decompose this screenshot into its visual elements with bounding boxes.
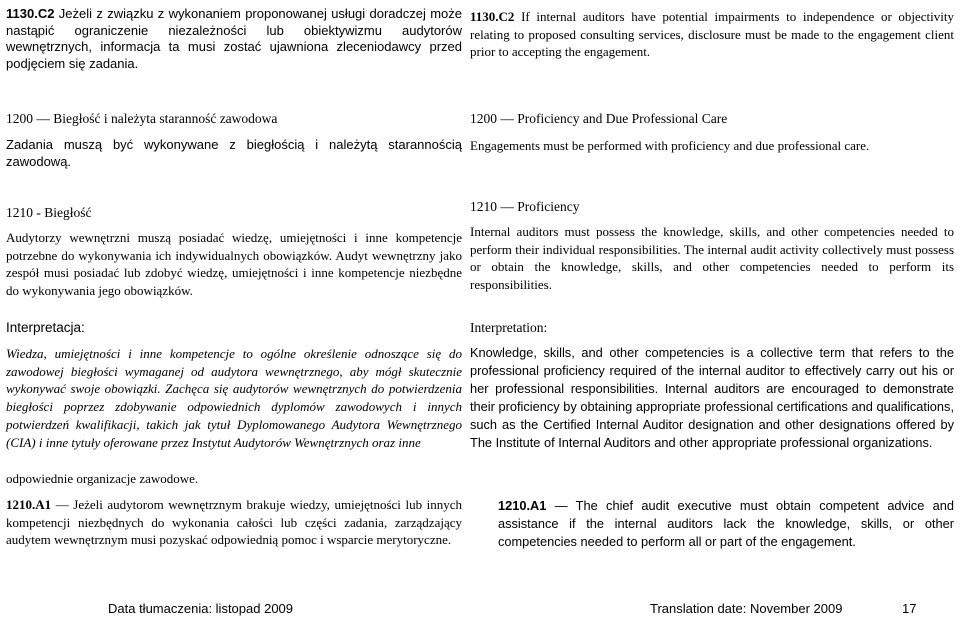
en-interpretation-text: Knowledge, skills, and other competencies is a collective term that refers to the professional proficiency required of the internal auditor to effectively carry out his or her professional responsibilities. Internal auditors are encouraged to demonstrate their proficiency by obtaining appropriate professional certifications and qualifications, such as the Certified Internal Auditor designation and other designations offered by The Institute of Internal Auditors and other appropriate professional organizations. xyxy=(470,345,954,450)
en-interpretation-label: Interpretation: xyxy=(470,320,548,335)
pl-1210-text: Audytorzy wewnętrzni muszą posiadać wiedzę, umiejętności i inne kompetencje potrzebne do wykonywania ich indywidualnych obowiązków. Audyt wewnętrzny jako zespół musi posiadać lub zdobyć wiedzę, umiejętności i inne kompetencje niezbędne do wykonywania jego obowiązków. xyxy=(6,230,462,298)
en-1210-text: Internal auditors must possess the knowledge, skills, and other competencies needed to perform their individual responsibilities. The internal audit activity collectively must possess or obtain the knowledge, skills, and other competencies needed to perform its responsibilities. xyxy=(470,224,954,292)
pl-1210-heading: 1210 - Biegłość xyxy=(6,205,92,220)
pl-1210-a1 xyxy=(6,496,462,549)
en-1200-text: Engagements must be performed with proficiency and due professional care. xyxy=(470,138,870,153)
en-1210-a1-number: 1210.A1 xyxy=(498,498,547,513)
page-number: 17 xyxy=(902,601,917,616)
pl-1130-c2-number: 1130.C2 xyxy=(6,6,55,21)
en-1200-heading: 1200 — Proficiency and Due Professional Care xyxy=(470,111,728,126)
pl-interpretation-tail: odpowiednie organizacje zawodowe. xyxy=(6,471,199,486)
pl-1130-c2-text: Jeżeli z związku z wykonaniem proponowanej usługi doradczej może nastąpić ograniczenie niezależności lub obiektywizmu audytorów wewnętrznych, informacja ta musi zostać ujawniona zleceniodawcy przed podjęciem się zadania. xyxy=(6,6,462,71)
footer-translation-date-en: Translation date: November 2009 xyxy=(650,601,843,616)
pl-interpretation-text: Wiedza, umiejętności i inne kompetencje to ogólne określenie odnoszące się do zawodowej biegłości wymaganej od audytora wewnętrznego, aby mógł skutecznie wykonywać swoje obowiązki. Zachęca się audytorów wewnętrznych do potwierdzenia biegłości poprzez zdobywanie odpowiednich dyplomów zawodowych i innych potwierdzeń kwalifikacji, takich jak tytuł Dyplomowanego Audytora Wewnętrznego (CIA) i inne tytuły oferowane przez Instytut Audytorów Wewnętrznych oraz inne xyxy=(6,346,462,450)
pl-1130-c2 xyxy=(6,6,462,72)
pl-interpretation-label: Interpretacja: xyxy=(6,320,85,335)
en-1130-c2-number: 1130.C2 xyxy=(470,9,515,24)
en-1210-a1 xyxy=(470,497,954,551)
en-1210-a1-text: — The chief audit executive must obtain competent advice and assistance if the internal auditors lack the knowledge, skills, or other competencies needed to perform all or part of the engagement. xyxy=(498,498,955,549)
pl-1210-a1-text: — Jeżeli audytorom wewnętrznym brakuje wiedzy, umiejętności lub innych kompetencji niezbędnych do wykonania całości lub części zadania, zarządzający audytem wewnętrznym musi pozyskać odpowiednią pomoc i wsparcie merytoryczne. xyxy=(6,497,463,547)
pl-1200-text: Zadania muszą być wykonywane z biegłością i należytą starannością zawodową. xyxy=(6,137,462,169)
en-1130-c2 xyxy=(470,8,954,61)
pl-1200-heading: 1200 — Biegłość i należyta staranność zawodowa xyxy=(6,111,278,126)
en-1210-heading: 1210 — Proficiency xyxy=(470,199,580,214)
pl-1210-a1-number: 1210.A1 xyxy=(6,497,52,512)
en-1130-c2-text: If internal auditors have potential impairments to independence or objectivity relating to proposed consulting services, disclosure must be made to the engagement client prior to accepting the engagement. xyxy=(470,9,955,59)
footer-translation-date-pl: Data tłumaczenia: listopad 2009 xyxy=(108,601,294,616)
